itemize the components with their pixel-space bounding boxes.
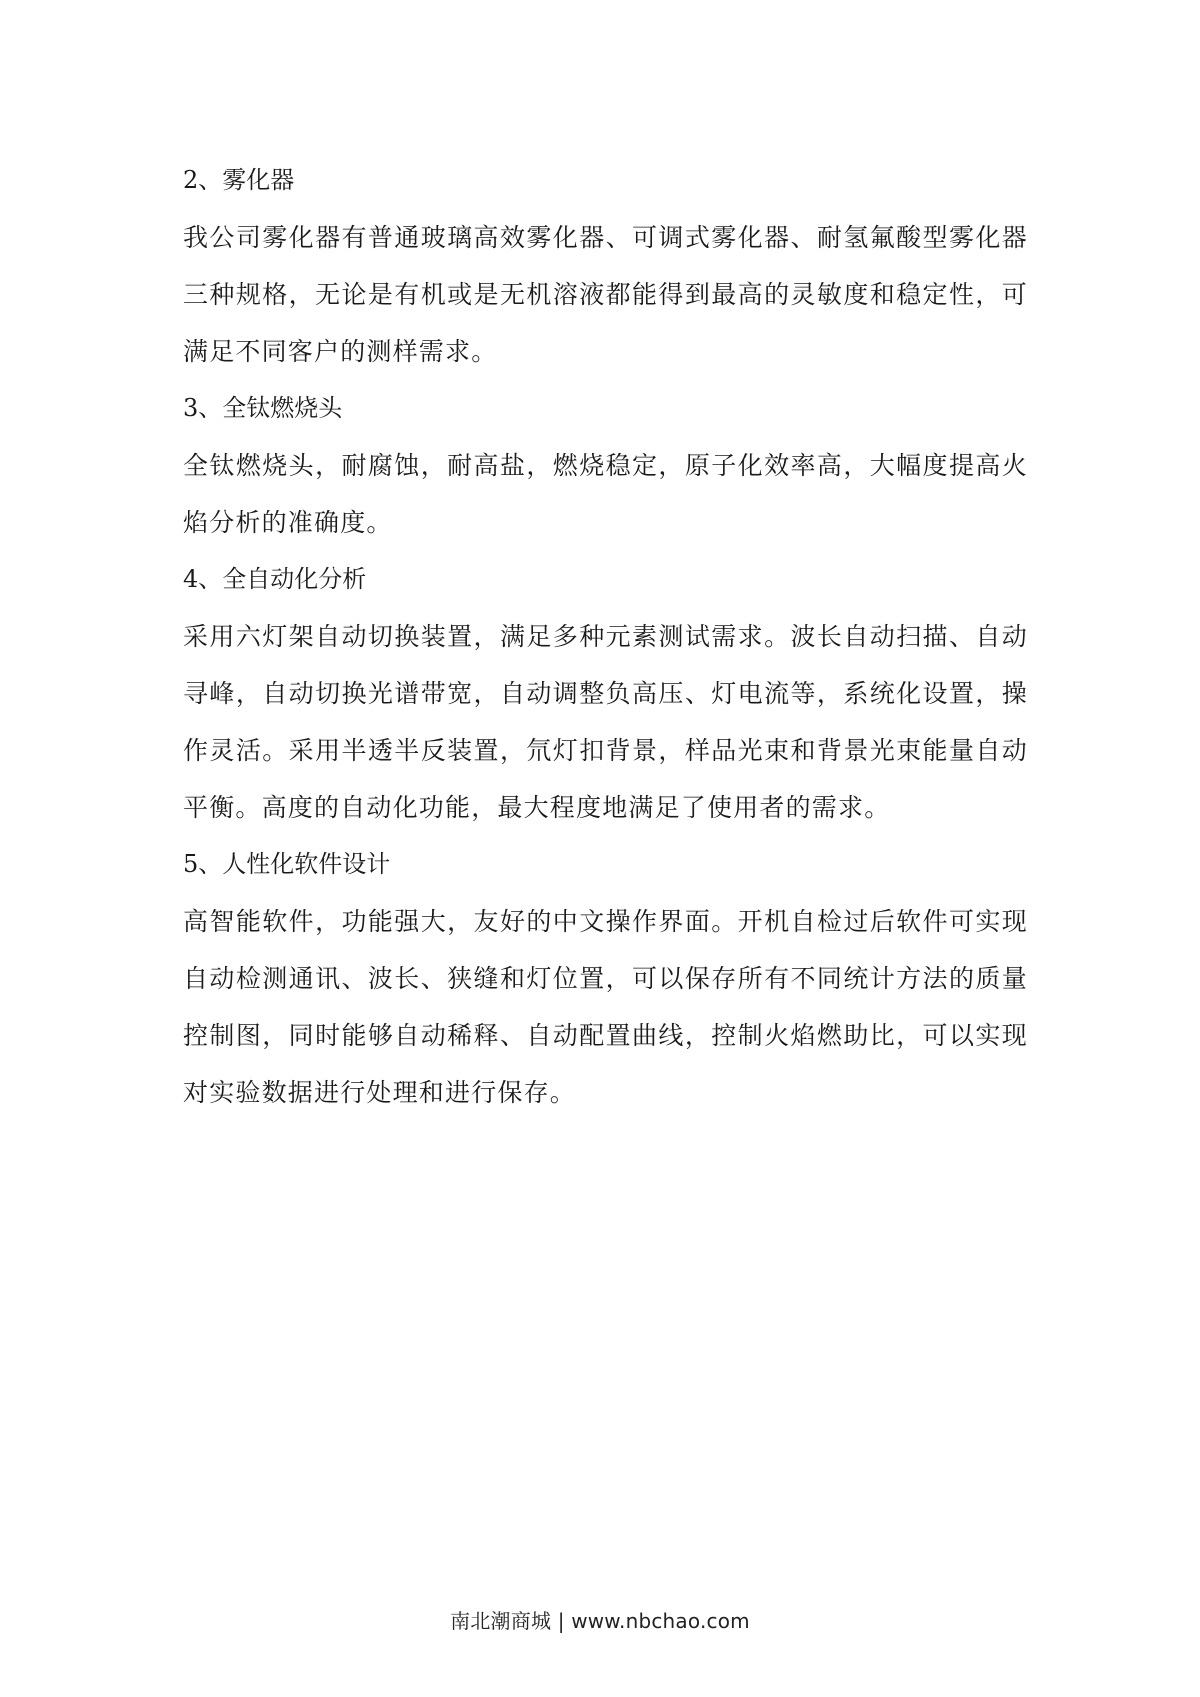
section-nebulizer (183, 152, 1028, 380)
section-heading: 2、雾化器 (183, 166, 295, 194)
document-body (183, 152, 1028, 1121)
section-heading: 5、人性化软件设计 (183, 850, 391, 878)
section-full-automation (183, 551, 1028, 836)
section-heading: 3、全钛燃烧头 (183, 394, 343, 422)
section-paragraph: 高智能软件，功能强大，友好的中文操作界面。开机自检过后软件可实现自动检测通讯、波长、狭缝和灯位置，可以保存所有不同统计方法的质量控制图，同时能够自动稀释、自动配置曲线，控制火焰燃助比，可以实现对实验数据进行处理和进行保存。 (183, 907, 1028, 1107)
section-paragraph: 采用六灯架自动切换装置，满足多种元素测试需求。波长自动扫描、自动寻峰，自动切换光谱带宽，自动调整负高压、灯电流等，系统化设置，操作灵活。采用半透半反装置，氘灯扣背景，样品光束和背景光束能量自动平衡。高度的自动化功能，最大程度地满足了使用者的需求。 (183, 622, 1028, 822)
section-titanium-burner (183, 380, 1028, 551)
section-paragraph: 我公司雾化器有普通玻璃高效雾化器、可调式雾化器、耐氢氟酸型雾化器三种规格，无论是有机或是无机溶液都能得到最高的灵敏度和稳定性，可满足不同客户的测样需求。 (183, 223, 1028, 366)
page-footer: 南北潮商城 | www.nbchao.com (450, 1609, 750, 1633)
section-paragraph: 全钛燃烧头，耐腐蚀，耐高盐，燃烧稳定，原子化效率高，大幅度提高火焰分析的准确度。 (183, 451, 1028, 537)
section-heading: 4、全自动化分析 (183, 565, 367, 593)
section-software-design (183, 836, 1028, 1121)
